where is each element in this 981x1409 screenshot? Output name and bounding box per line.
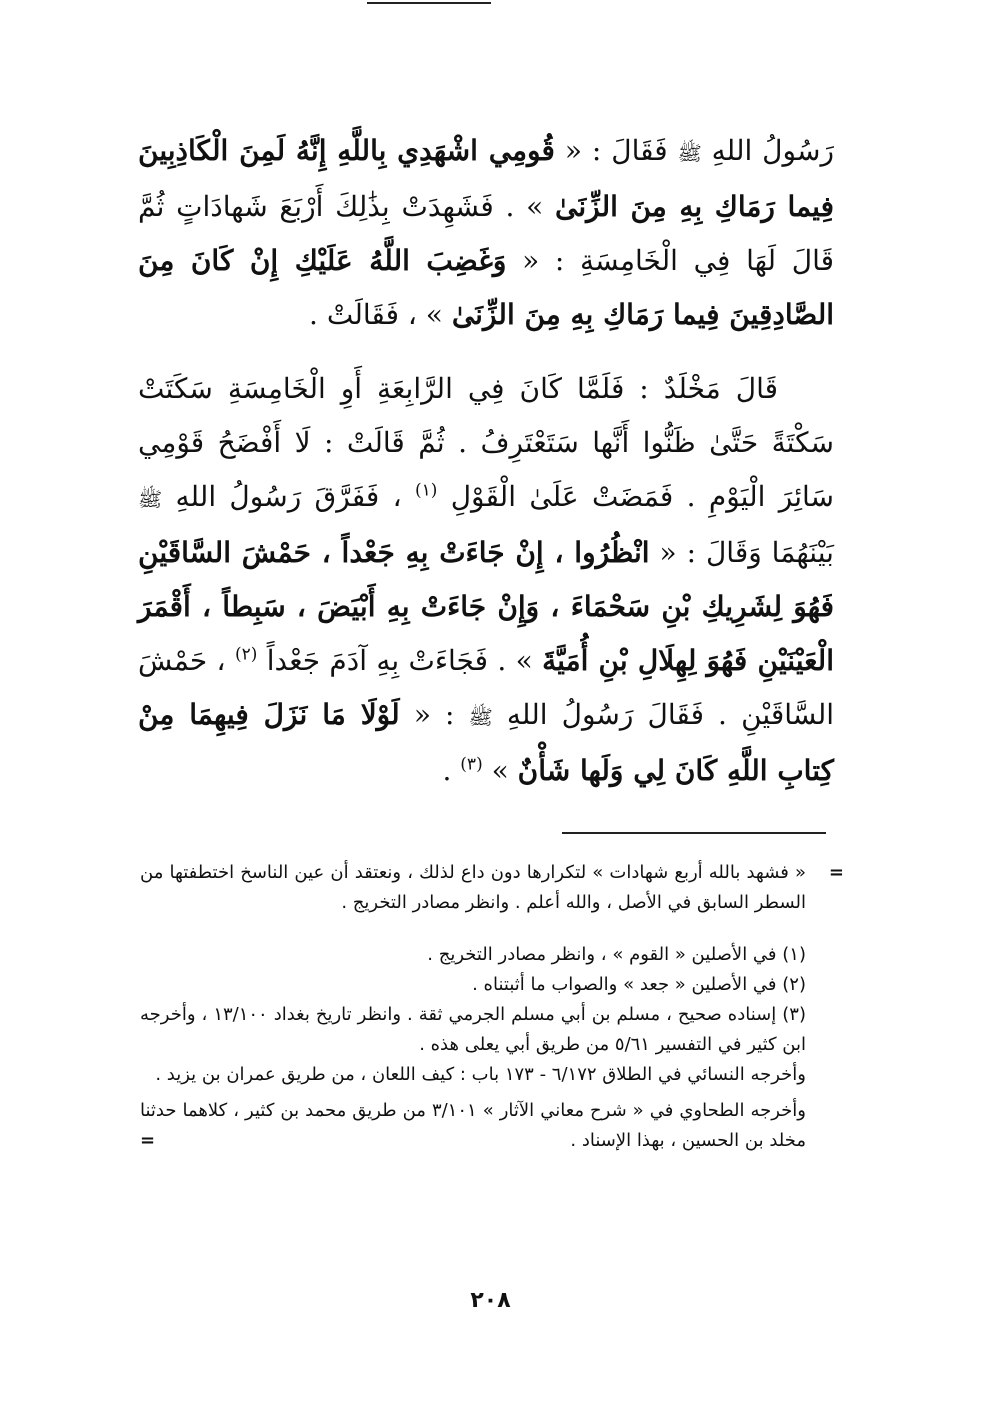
footnote-1	[140, 940, 834, 970]
footnote-3-last	[140, 1096, 834, 1156]
quoted-speech: انْظُرُوا ، إِنْ جَاءَتْ بِهِ جَعْداً ، حَمْشَ السَّاقَيْنِ فَهُوَ لِشَرِيكِ بْنِ سَحْمَاءَ ، وَإِنْ جَاءَتْ بِهِ أَبْيَضَ ، سَبِطاً ، أَقْمَرَ الْعَيْنَيْنِ فَهُوَ لِهِلَالِ بْنِ أُمَيَّةَ	[138, 536, 834, 677]
salutation-symbol: ﷺ	[138, 487, 163, 511]
footnote-text: في الأصلين « القوم » ، وانظر مصادر التخريج .	[427, 944, 777, 965]
footnote-number: (٣)	[782, 1004, 806, 1025]
text-span: » ، فَقَالَتْ .	[309, 298, 443, 331]
text-span: فَقَالَ : «	[564, 134, 668, 167]
top-rule	[367, 2, 491, 4]
footnote-gap	[140, 918, 834, 940]
paragraph-2	[138, 362, 834, 798]
footnote-3	[140, 1000, 834, 1060]
main-text	[138, 124, 834, 798]
quoted-speech: لَوْلَا مَا نَزَلَ فِيهِمَا مِنْ كِتابِ اللَّهِ كَانَ لِي وَلَها شَأْنٌ	[138, 698, 834, 787]
text-span: رَسُولُ اللهِ	[711, 134, 834, 167]
footnote-separator	[562, 832, 826, 834]
text-span: ، حَمْشَ السَّاقَيْنِ . فَقَالَ رَسُولُ اللهِ	[138, 644, 835, 731]
text-span: » . فَجَاءَتْ بِهِ آدَمَ جَعْداً	[266, 644, 533, 677]
footnote-3-continued: وأخرجه النسائي في الطلاق ٦/١٧٢ - ١٧٣ باب : كيف اللعان ، من طريق عمران بن يزيد .	[155, 1064, 806, 1085]
footnote-text: في الأصلين « جعد » والصواب ما أثبتناه .	[472, 974, 777, 995]
footnote-text: إسناده صحيح ، مسلم بن أبي مسلم الجرمي ثقة . وانظر تاريخ بغداد ١٣/١٠٠ ، وأخرجه ابن كثير في التفسير ٥/٦١ من طريق أبي يعلى هذه .	[140, 1004, 806, 1055]
footnote-continuation-text: « فشهد بالله أربع شهادات » لتكرارها دون داع لذلك ، ونعتقد أن عين الناسخ اختطفتها من السطر السابق في الأصل ، والله أعلم . وانظر مصادر التخريج .	[140, 862, 806, 913]
footnote-2	[140, 970, 834, 1000]
continuation-mark-end: =	[140, 1130, 156, 1151]
footnote-3-final-text: وأخرجه الطحاوي في « شرح معاني الآثار » ٣/١٠١ من طريق محمد بن كثير ، كلاهما حدثنا مخلد بن الحسين ، بهذا الإسناد .	[140, 1100, 807, 1151]
continuation-mark: =	[828, 862, 844, 883]
footnote-ref-1: (١)	[414, 480, 438, 501]
footnote-ref-2: (٢)	[234, 644, 258, 665]
quoted-speech: قُومِي اشْهَدِي بِاللَّهِ إِنَّهُ لَمِنَ الْكَاذِبِينَ فِيما رَمَاكِ بِهِ مِنَ الزِّنَىٰ	[138, 134, 835, 223]
text-span: »	[491, 754, 509, 787]
footnotes	[140, 858, 844, 1156]
footnote-ref-3: (٣)	[460, 754, 483, 775]
text-span: : «	[413, 698, 455, 731]
footnote-continuation	[140, 858, 844, 918]
text-span: قَالَ مَخْلَدٌ : فَلَمَّا كَانَ فِي الرَّابِعَةِ أَوِ الْخَامِسَةِ سَكَتَتْ سَكْتَةً حَتَّىٰ ظَنُّوا أَنَّها سَتَعْتَرِفُ . ثُمَّ قَالَتْ : لَا أَفْضَحُ قَوْمِي سَائِرَ الْيَوْمِ . فَمَضَتْ عَلَىٰ الْقَوْلِ	[138, 372, 834, 513]
footnote-number: (١)	[782, 944, 806, 965]
paragraph-1	[138, 124, 834, 342]
quoted-speech: وَغَضِبَ اللَّهُ عَلَيْكِ إِنْ كَانَ مِنَ الصَّادِقِينَ فِيما رَمَاكِ بِهِ مِنَ الزِّنَىٰ	[138, 244, 834, 331]
text-span: بَيْنَهُمَا وَقَالَ : «	[659, 536, 834, 569]
footnote-number: (٢)	[782, 974, 806, 995]
page-number: ٢٠٨	[470, 1288, 511, 1313]
salutation-symbol: ﷺ	[468, 705, 493, 729]
salutation-symbol: ﷺ	[677, 141, 702, 165]
text-span: » . فَشَهِدَتْ بِذَٰلِكَ أَرْبَعَ شَهادَاتٍ ثُمَّ قَالَ لَهَا فِي الْخَامِسَةِ : «	[138, 190, 834, 277]
text-span: .	[442, 754, 452, 787]
text-span: ، فَفَرَّقَ رَسُولُ اللهِ	[175, 480, 402, 513]
